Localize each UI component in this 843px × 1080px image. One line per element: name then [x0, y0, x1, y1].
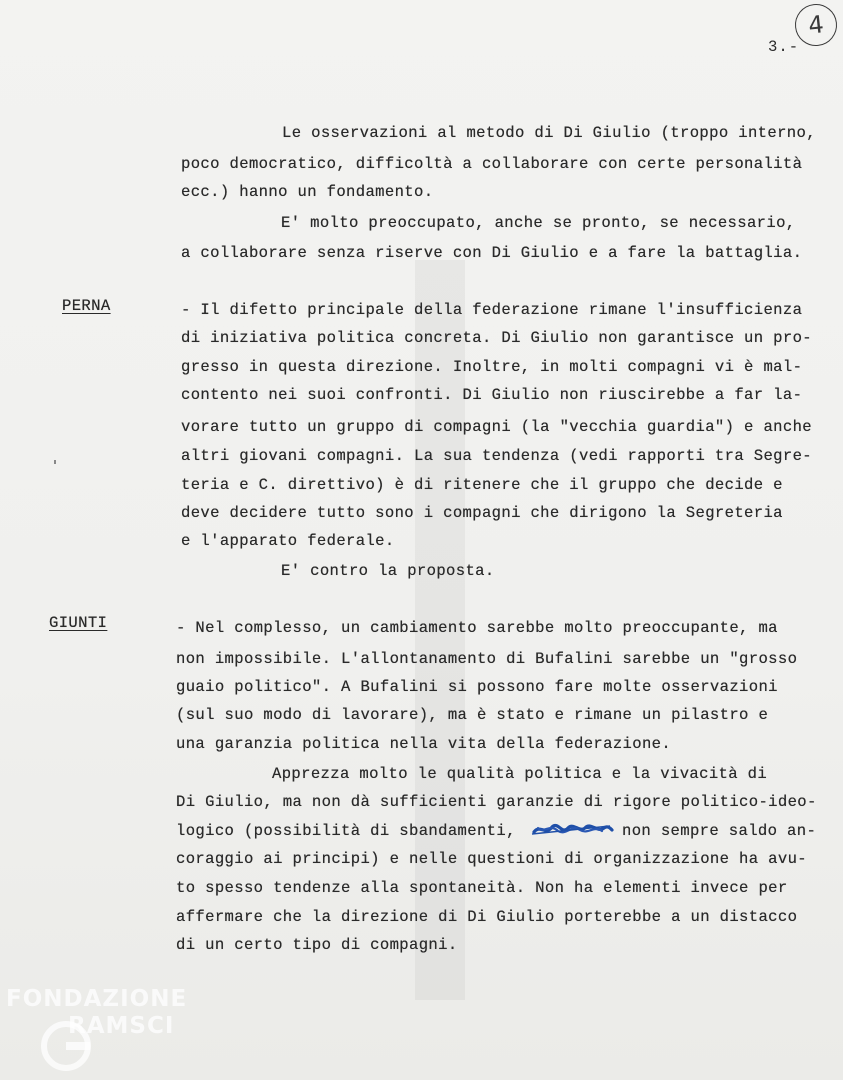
ink-correction-scribble	[530, 818, 614, 840]
text-line: teria e C. direttivo) è di ritenere che il gruppo che decide e	[181, 476, 783, 494]
text-line: vorare tutto un gruppo di compagni (la "vecchia guardia") e anche	[181, 418, 813, 436]
text-line: ecc.) hanno un fondamento.	[181, 183, 434, 201]
text-line: coraggio ai principi) e nelle questioni di organizzazione ha avu-	[176, 850, 808, 868]
margin-mark	[54, 460, 56, 464]
text-line: poco democratico, difficoltà a collaborare con certe personalità	[181, 155, 803, 173]
text-line: di iniziativa politica concreta. Di Giulio non garantisce un pro-	[181, 329, 813, 347]
text-line: (sul suo modo di lavorare), ma è stato e rimane un pilastro e	[176, 706, 769, 724]
text-line: deve decidere tutto sono i compagni che dirigono la Segreteria	[181, 504, 783, 522]
text-line: E' contro la proposta.	[281, 562, 495, 580]
watermark-line-2: RAMSCI	[68, 1013, 175, 1039]
text-line: guaio politico". A Bufalini si possono fare molte osservazioni	[176, 678, 778, 696]
text-line: a collaborare senza riserve con Di Giulio e a fare la battaglia.	[181, 244, 803, 262]
text-line: affermare che la direzione di Di Giulio porterebbe a un distacco	[176, 908, 798, 926]
text-line: una garanzia politica nella vita della federazione.	[176, 735, 672, 753]
text-line: non sempre saldo an-	[622, 822, 817, 840]
text-line: contento nei suoi confronti. Di Giulio non riuscirebbe a far la-	[181, 386, 803, 404]
gramsci-logo-icon	[36, 1016, 96, 1076]
archive-number-circled	[793, 2, 839, 48]
text-line: gresso in questa direzione. Inoltre, in molti compagni vi è mal-	[181, 358, 803, 376]
text-line: Le osservazioni al metodo di Di Giulio (troppo interno,	[282, 124, 816, 142]
text-line: - Nel complesso, un cambiamento sarebbe molto preoccupante, ma	[176, 619, 778, 637]
speaker-name-giunti: GIUNTI	[49, 614, 108, 632]
text-line: non impossibile. L'allontanamento di Bufalini sarebbe un "grosso	[176, 650, 798, 668]
text-line: to spesso tendenze alla spontaneità. Non ha elementi invece per	[176, 879, 788, 897]
archive-number: 4	[806, 10, 826, 40]
fondazione-gramsci-watermark	[6, 988, 187, 1038]
text-line: di un certo tipo di compagni.	[176, 936, 458, 954]
watermark-line-1: FONDAZIONE	[6, 986, 188, 1012]
text-line: E' molto preoccupato, anche se pronto, se necessario,	[281, 214, 796, 232]
speaker-name-perna: PERNA	[62, 297, 111, 315]
text-line: e l'apparato federale.	[181, 532, 395, 550]
text-line: altri giovani compagni. La sua tendenza (vedi rapporti tra Segre-	[181, 447, 813, 465]
text-line: logico (possibilità di sbandamenti,	[176, 822, 516, 840]
text-line: - Il difetto principale della federazione rimane l'insufficienza	[181, 301, 803, 319]
text-line: Di Giulio, ma non dà sufficienti garanzie di rigore politico-ideo-	[176, 793, 817, 811]
page-number: 3.-	[768, 38, 800, 56]
text-line: Apprezza molto le qualità politica e la vivacità di	[272, 765, 768, 783]
